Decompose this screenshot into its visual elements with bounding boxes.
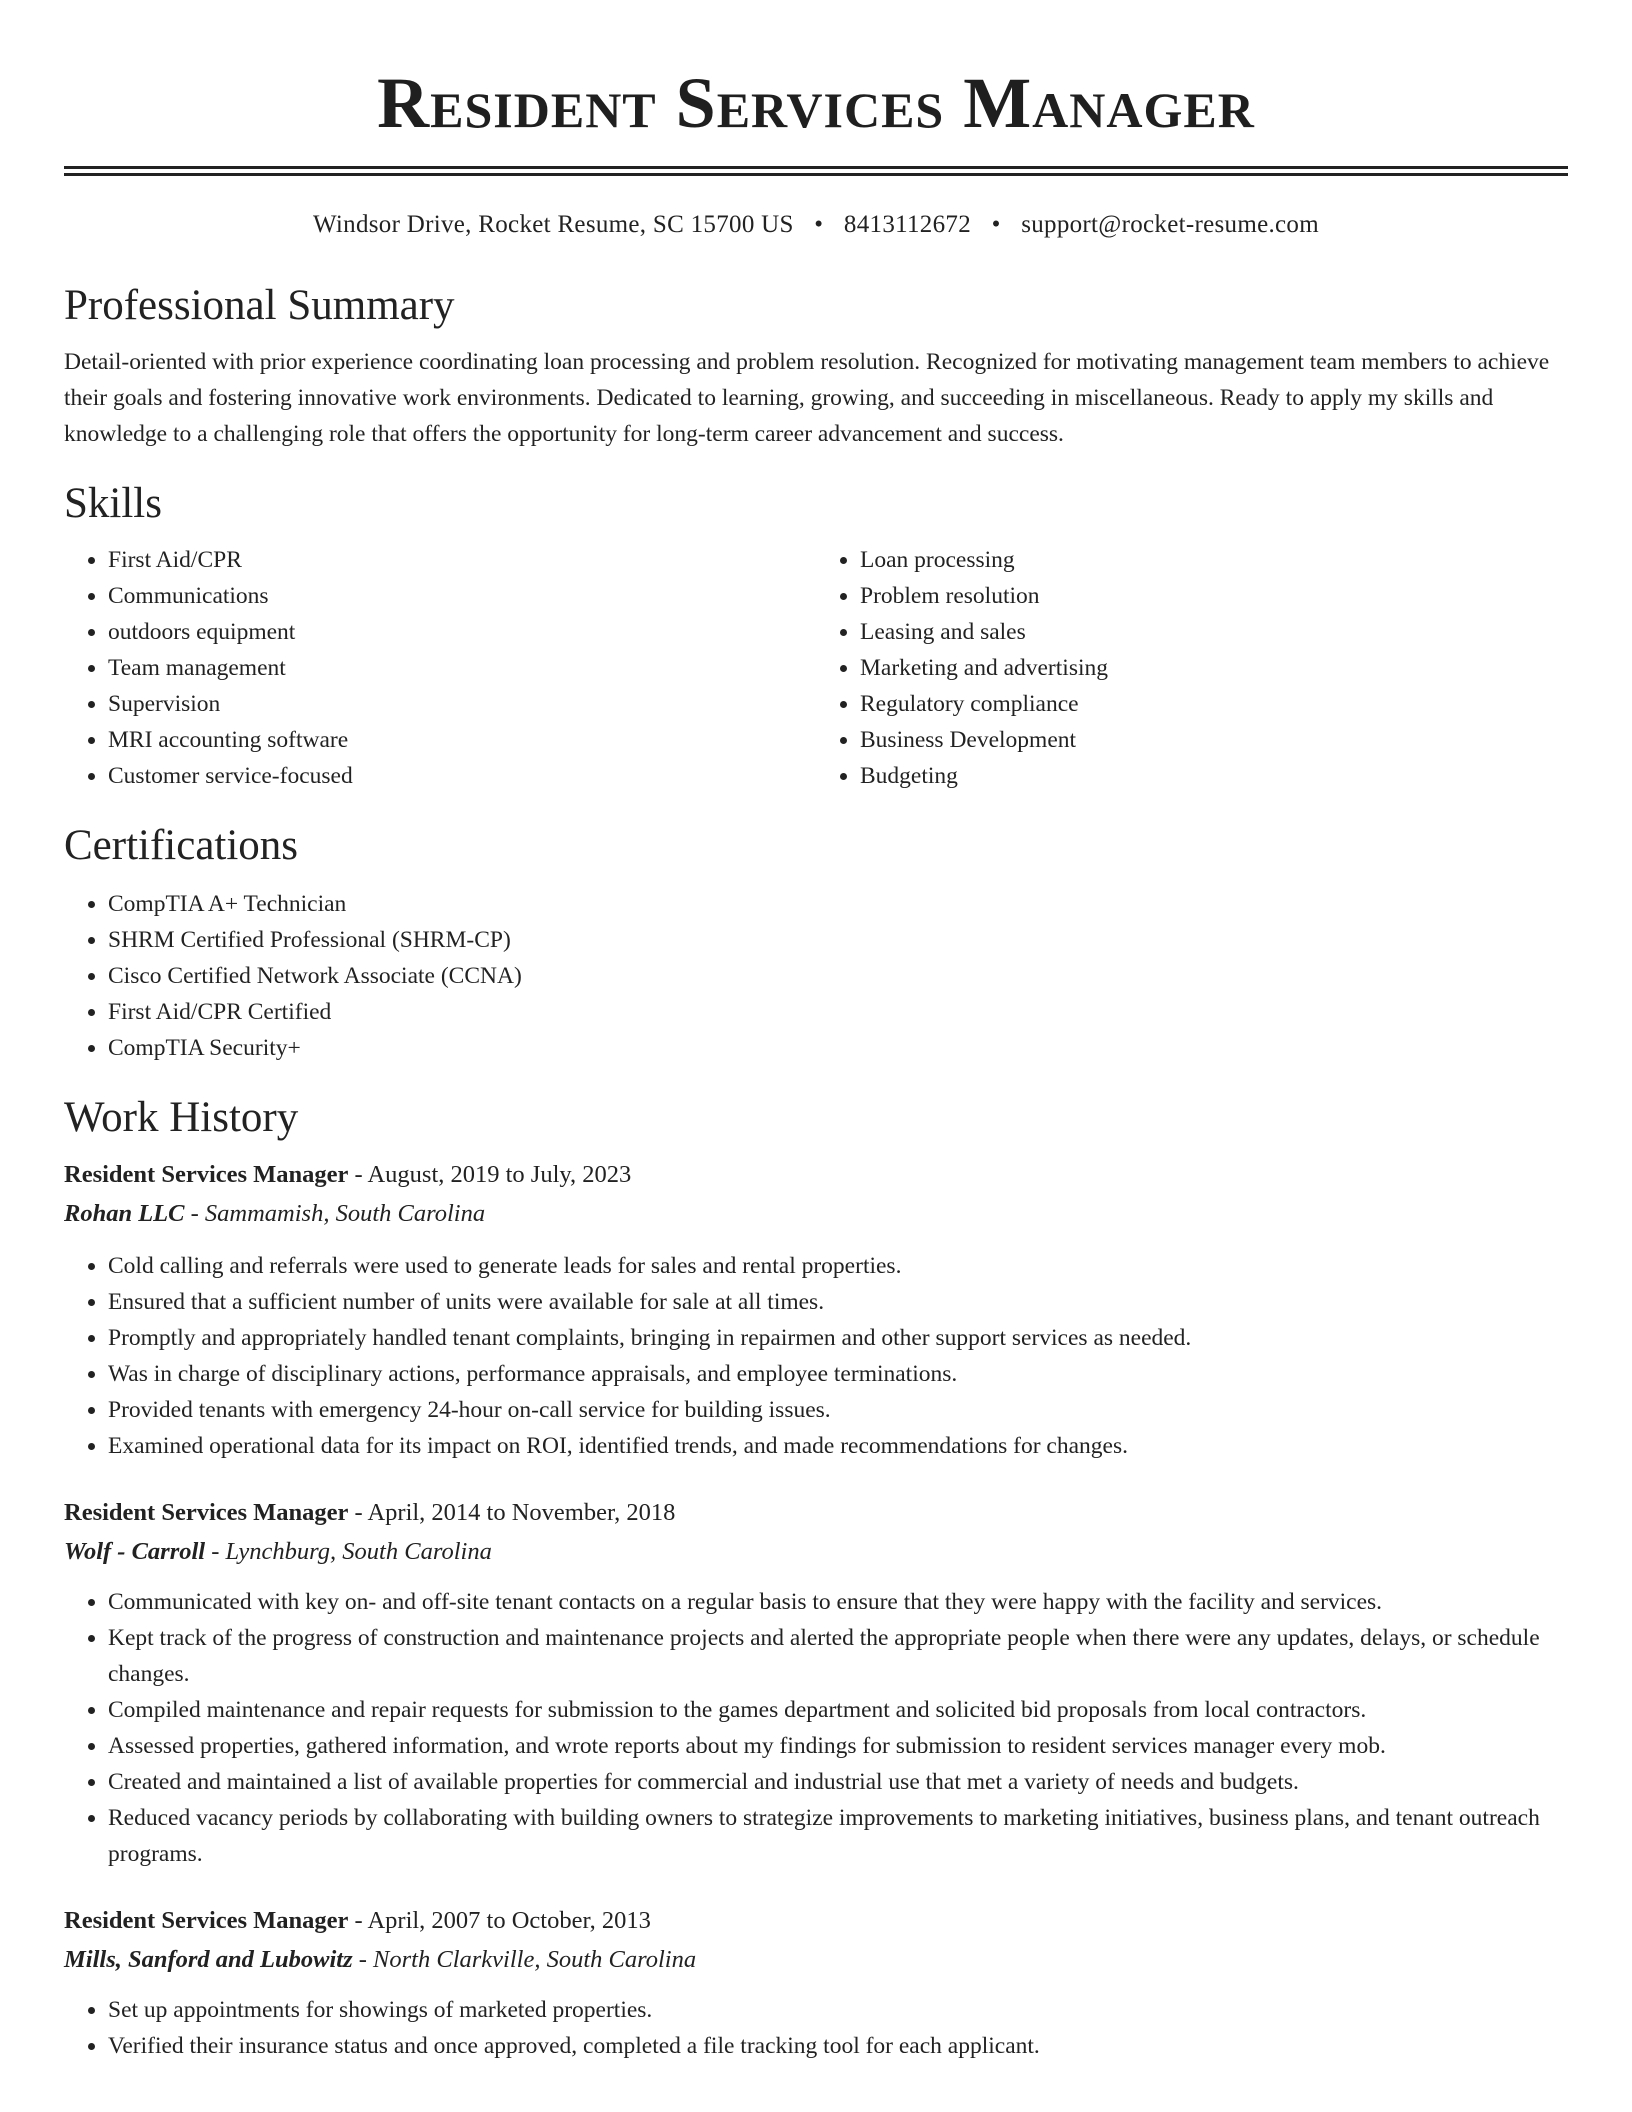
skill-item: • MRI accounting software [108,722,816,758]
job-location: - North Clarkville, South Carolina [352,1946,697,1973]
certification-item: • CompTIA A+ Technician [108,886,1568,922]
skills-heading: Skills [64,480,162,527]
skill-item: • Business Development [860,722,1568,758]
job-bullet: • Created and maintained a list of available properties for commercial and industrial use that met a variety of needs and budgets. [108,1764,1568,1800]
skill-item: • Problem resolution [860,578,1568,614]
job-bullet: • Examined operational data for its impact on ROI, identified trends, and made recommendations for changes. [108,1428,1568,1464]
job-bullets [64,1248,1568,1464]
job-bullet: • Promptly and appropriately handled tenant complaints, bringing in repairmen and other support services as needed. [108,1320,1568,1356]
job-bullet: • Ensured that a sufficient number of units were available for sale at all times. [108,1284,1568,1320]
title-divider [64,166,1568,176]
job-company-line [64,1194,1568,1234]
job-location: - Sammamish, South Carolina [184,1200,486,1227]
contact-email: support@rocket-resume.com [1021,211,1319,238]
job-bullet: • Communicated with key on- and off-site tenant contacts on a regular basis to ensure that they were happy with the facility and services. [108,1584,1568,1620]
summary-heading: Professional Summary [64,282,455,329]
job-role: Resident Services Manager [64,1907,349,1934]
contact-address: Windsor Drive, Rocket Resume, SC 15700 US [313,211,794,238]
certification-item: • First Aid/CPR Certified [108,994,1568,1030]
skills-list-left [64,542,816,794]
job-title-line [64,1494,1568,1532]
job-role: Resident Services Manager [64,1161,349,1188]
job-bullet: • Reduced vacancy periods by collaborating with building owners to strategize improvements to marketing initiatives, business plans, and tenant outreach programs. [108,1800,1568,1872]
job-location: - Lynchburg, South Carolina [205,1538,492,1565]
job-dates: - April, 2014 to November, 2018 [348,1499,676,1526]
job-dates: - August, 2019 to July, 2023 [348,1161,632,1188]
skill-item: • Communications [108,578,816,614]
job-entry [64,1494,1568,1872]
job-bullet: • Set up appointments for showings of marketed properties. [108,1992,1568,2028]
contact-separator: • [991,211,1001,238]
skill-item: • outdoors equipment [108,614,816,650]
job-company: Rohan LLC [64,1200,185,1227]
work-history-heading: Work History [64,1094,299,1141]
skill-item: • Leasing and sales [860,614,1568,650]
job-company: Mills, Sanford and Lubowitz [64,1946,353,1973]
job-title-line [64,1156,1568,1194]
skill-item: • Marketing and advertising [860,650,1568,686]
certification-item: • CompTIA Security+ [108,1030,1568,1066]
certifications-heading: Certifications [64,822,299,869]
job-bullet: • Provided tenants with emergency 24-hour on-call service for building issues. [108,1392,1568,1428]
job-company-line [64,1532,1568,1572]
skill-item: • Budgeting [860,758,1568,794]
job-company-line [64,1940,1568,1980]
job-bullet: • Compiled maintenance and repair requests for submission to the games department and solicited bid proposals from local contractors. [108,1692,1568,1728]
job-title-line [64,1902,1568,1940]
job-bullet: • Kept track of the progress of construction and maintenance projects and alerted the appropriate people when there were any updates, delays, or schedule changes. [108,1620,1568,1692]
summary-text: Detail-oriented with prior experience coordinating loan processing and problem resolution. Recognized for motivating management team members to achieve their goals and fostering innovative work environments. Dedicated to learning, growing, and succeeding in miscellaneous. Ready to apply my skills and knowledge to a challenging role that offers the opportunity for long-term career advancement and success. [64,349,1550,447]
job-bullet: • Verified their insurance status and once approved, completed a file tracking tool for each applicant. [108,2028,1568,2064]
job-bullet: • Assessed properties, gathered information, and wrote reports about my findings for submission to resident services manager every mob. [108,1728,1568,1764]
skills-grid [64,542,1568,794]
contact-line [64,208,1568,242]
skill-item: • Supervision [108,686,816,722]
resume-title: Resident Services Manager [377,63,1255,143]
job-company: Wolf - Carroll [64,1538,206,1565]
skill-item: • Loan processing [860,542,1568,578]
job-bullets [64,1992,1568,2064]
contact-separator: • [814,211,824,238]
skill-item: • First Aid/CPR [108,542,816,578]
skill-item: • Customer service-focused [108,758,816,794]
skills-list-right [816,542,1568,794]
certification-item: • SHRM Certified Professional (SHRM-CP) [108,922,1568,958]
certification-item: • Cisco Certified Network Associate (CCNA) [108,958,1568,994]
contact-phone: 8413112672 [843,211,971,238]
certifications-list [64,886,1568,1066]
job-bullet: • Cold calling and referrals were used to generate leads for sales and rental properties. [108,1248,1568,1284]
skill-item: • Team management [108,650,816,686]
job-dates: - April, 2007 to October, 2013 [348,1907,651,1934]
skill-item: • Regulatory compliance [860,686,1568,722]
job-entry [64,1902,1568,2064]
job-bullets [64,1584,1568,1872]
job-entry [64,1156,1568,1464]
job-role: Resident Services Manager [64,1499,349,1526]
job-bullet: • Was in charge of disciplinary actions, performance appraisals, and employee terminations. [108,1356,1568,1392]
